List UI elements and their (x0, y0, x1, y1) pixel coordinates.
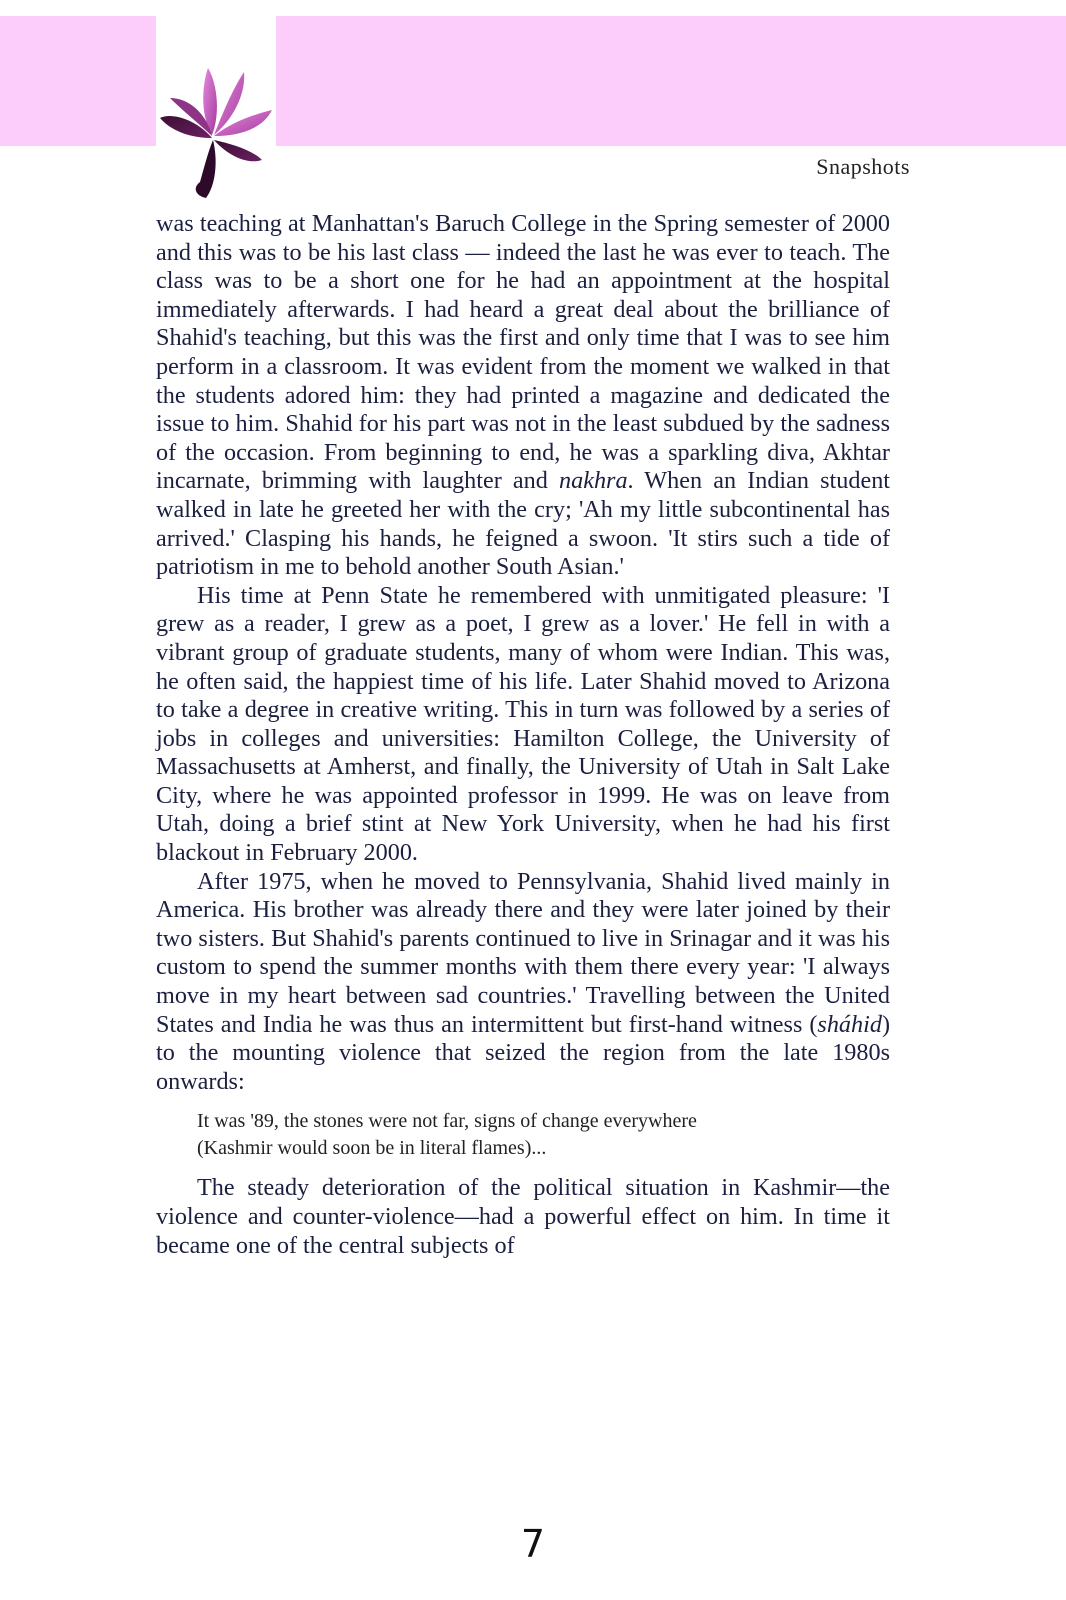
verse-quote (197, 1108, 890, 1162)
paragraph-1: was teaching at Manhattan's Baruch College in the Spring semester of 2000 and this was to be his last class — indeed the last he was ever to teach. The class was to be a short one for he had an appointment at the hospital immediately afterwards. I had heard a great deal about the brilliance of Shahid's teaching, but this was the first and only time that I was to see him perform in a classroom. It was evident from the moment we walked in that the students adored him: they had printed a magazine and dedicated the issue to him. Shahid for his part was not in the least subdued by the sadness of the occasion. From beginning to end, he was a sparkling diva, Akhtar incarnate, brimming with laughter and nakhra. When an Indian student walked in late he greeted her with the cry; 'Ah my little subcontinental has arrived.' Clasping his hands, he feigned a swoon. 'It stirs such a tide of patriotism in me to behold another South Asian.' (156, 210, 891, 581)
paragraph-4: The steady deterioration of the political situation in Kashmir—the violence and counter-violence—had a powerful effect on him. In time it became one of the central subjects of (156, 1174, 890, 1259)
running-head: Snapshots (816, 154, 910, 179)
header-band-right (276, 16, 1066, 146)
paragraph-3: After 1975, when he moved to Pennsylvania, Shahid lived mainly in America. His brother was already there and they were later joined by their two sisters. But Shahid's parents continued to live in Srinagar and it was his custom to spend the summer months with them there every year: 'I always move in my heart between sad countries.' Travelling between the United States and India he was thus an intermittent but first-hand witness (sháhid) to the mounting violence that seized the region from the late 1980s onwards: (156, 867, 890, 1095)
header-band-left (0, 16, 156, 146)
italic-term: sháhid (817, 1010, 882, 1038)
flower-ornament-icon (152, 60, 282, 200)
body-text (156, 210, 890, 1260)
verse-line: (Kashmir would soon be in literal flames)... (197, 1137, 547, 1160)
verse-line: It was '89, the stones were not far, signs of change everywhere (197, 1110, 697, 1133)
paragraph-2: His time at Penn State he remembered with unmitigated pleasure: 'I grew as a reader, I grew as a poet, I grew as a lover.' He fell in with a vibrant group of graduate students, many of whom were Indian. This was, he often said, the happiest time of his life. Later Shahid moved to Arizona to take a degree in creative writing. This in turn was followed by a series of jobs in colleges and universities: Hamilton College, the University of Massachusetts at Amherst, and finally, the University of Utah in Salt Lake City, where he was appointed professor in 1999. He was on leave from Utah, doing a brief stint at New York University, when he had his first blackout in February 2000. (156, 581, 890, 867)
italic-term: nakhra (559, 467, 628, 495)
page-number: 7 (520, 1522, 546, 1566)
